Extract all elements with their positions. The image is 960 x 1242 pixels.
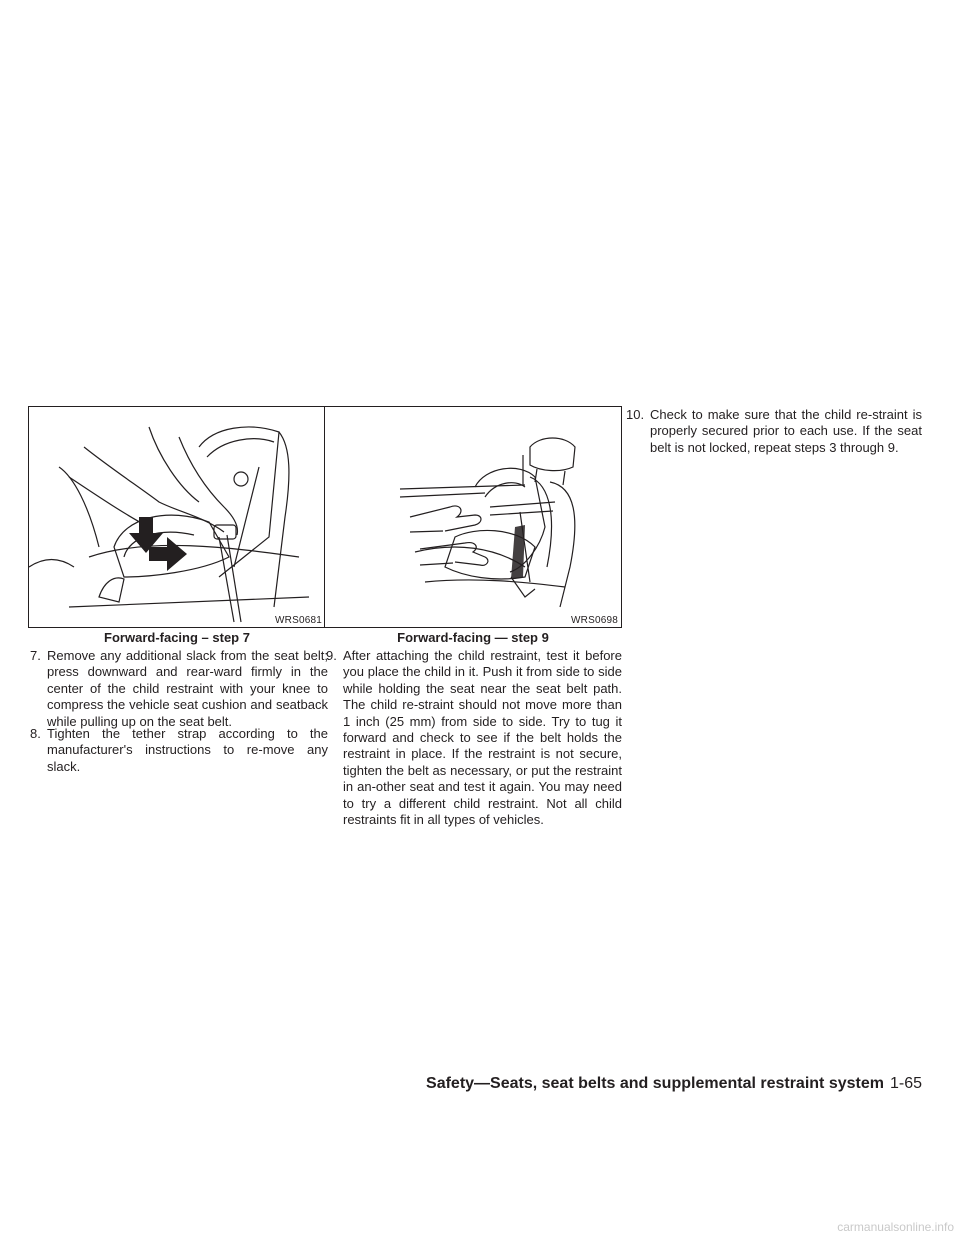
illustration-knee-press: [29, 407, 325, 627]
step-text: After attaching the child restraint, test it before you place the child in it. Push it from side to side while holding the seat near the seat belt path. The child re-straint should not move more than 1 inch (25 mm) from side to side. Try to tug it forward and check to see if the belt holds the restraint in place. If the restraint is not secure, tighten the belt as necessary, or put the restraint in an-other seat and test it again. You may need to try a different child restraint. Not all child restraints fit in all types of vehicles.: [343, 648, 622, 828]
page-number: 1-65: [889, 1075, 922, 1092]
step-7: [30, 648, 328, 730]
step-10: [626, 407, 922, 456]
step-text: Tighten the tether strap according to the manufacturer's instructions to re-move any slack.: [47, 726, 328, 774]
page-footer: [424, 1075, 922, 1093]
step-9: [326, 648, 622, 828]
illustration-test-restraint: [325, 407, 621, 627]
figure-code: WRS0698: [571, 615, 618, 626]
step-number: 9.: [326, 648, 337, 663]
figure-caption: Forward-facing — step 9: [397, 630, 549, 645]
watermark: carmanualsonline.info: [837, 1220, 954, 1234]
step-8: [30, 726, 328, 775]
step-number: 8.: [30, 726, 41, 741]
step-text: Remove any additional slack from the seat belt; press downward and rear-ward firmly in the center of the child restraint with your knee to compress the vehicle seat cushion and seatback while pulling up on the seat belt.: [47, 648, 328, 729]
step-number: 10.: [626, 407, 645, 422]
section-title: Safety—Seats, seat belts and supplemental restraint system: [426, 1075, 884, 1092]
step-number: 7.: [30, 648, 41, 663]
belt-hatch: [511, 525, 525, 579]
figure-step-7: [28, 406, 326, 628]
arrow-icons: [129, 517, 187, 571]
step-text: Check to make sure that the child re-straint is properly secured prior to each use. If the seat belt is not locked, repeat steps 3 through 9.: [650, 407, 922, 455]
figure-code: WRS0681: [275, 615, 322, 626]
figure-step-9: [324, 406, 622, 628]
figure-caption: Forward-facing – step 7: [104, 630, 250, 645]
